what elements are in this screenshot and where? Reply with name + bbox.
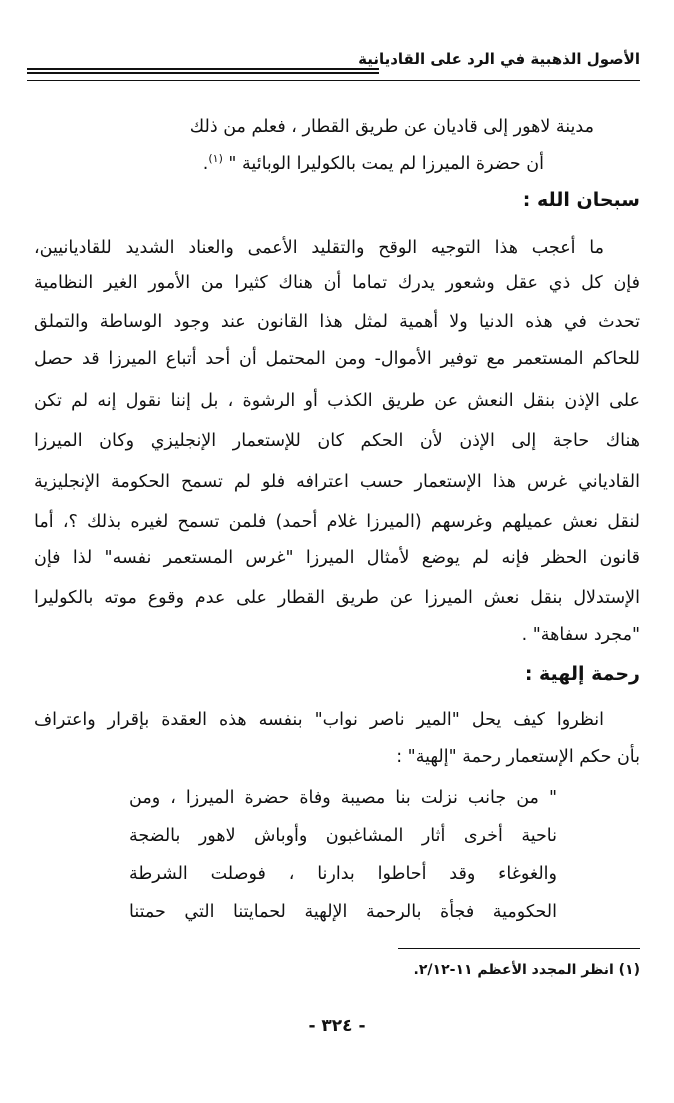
footnote-rule (398, 948, 640, 949)
paragraph-line: تحدث في هذه الدنيا ولا أهمية لمثل هذا القانون عند وجود الوساطة والتملق (34, 312, 640, 332)
paragraph-line: قانون الحظر فإنه لم يوضع لأمثال الميرزا "غرس المستعمر نفسه" لذا فإن (34, 548, 640, 568)
section-heading-rahma-ilahiya: رحمة إلهية : (524, 663, 640, 685)
quote-line (203, 146, 544, 177)
block-quote-line: الحكومية فجأة بالرحمة الإلهية لحمايتنا التي حمتنا (129, 902, 557, 922)
paragraph-line: الإستدلال بنقل نعش الميرزا عن طريق القطار على عدم وقوع موته بالكوليرا (34, 588, 640, 608)
section-heading-subhan-allah: سبحان الله : (522, 189, 640, 211)
footnote: (١) انظر المجدد الأعظم ١١-٢/١٢. (413, 962, 640, 978)
paragraph-line: ما أعجب هذا التوجيه الوقح والتقليد الأعمى والعناد الشديد للقاديانيين، (34, 238, 604, 258)
block-quote-line: والغوغاء وقد أحاطوا بدارنا ، فوصلت الشرطة (129, 864, 557, 884)
paragraph-line: فإن كل ذي عقل وشعور يدرك تماما أن هناك كثيرا من الأمور الغير النظامية (34, 273, 640, 293)
block-quote-line: " من جانب نزلت بنا مصيبة وفاة حضرة الميرزا ، ومن (129, 788, 557, 808)
quote-text: أن حضرة الميرزا لم يمت بالكوليرا الوبائية " (222, 153, 544, 174)
paragraph-line: القادياني غرس هذا الإستعمار حسب اعترافه فلو لم تسمح الحكومة الإنجليزية (34, 472, 640, 492)
paragraph-line: لنقل نعش عميلهم وغرسهم (الميرزا غلام أحمد) فلمن تسمح لغيره بذلك ؟، أما (34, 512, 640, 532)
paragraph-line: على الإذن بنقل النعش عن طريق الكذب أو الرشوة ، بل إننا نقول إنه لم تكن (34, 391, 640, 411)
paragraph-line-last: بأن حكم الإستعمار رحمة "إلهية" : (396, 747, 640, 767)
running-title: الأصول الذهبية في الرد على القاديانية (358, 50, 640, 68)
page-number: - ٣٢٤ - (308, 1016, 366, 1036)
footnote-ref: (١) (208, 152, 223, 165)
header-rule (27, 80, 640, 81)
quote-line: مدينة لاهور إلى قاديان عن طريق القطار ، فعلم من ذلك (189, 117, 594, 137)
paragraph-line: انظروا كيف يحل "المير ناصر نواب" بنفسه هذه العقدة بإقرار واعتراف (34, 710, 604, 730)
block-quote-line: ناحية أخرى أثار المشاغبون وأوباش لاهور بالضجة (129, 826, 557, 846)
header-rule-thick (27, 68, 379, 74)
paragraph-line: هناك حاجة إلى الإذن لأن الحكم كان للإستعمار الإنجليزي وكان الميرزا (34, 431, 640, 451)
paragraph-line: للحاكم المستعمر مع توفير الأموال- ومن المحتمل أن أحد أتباع الميرزا قد حصل (34, 349, 640, 369)
quote-end: . (202, 153, 209, 174)
paragraph-line-last: "مجرد سفاهة" . (521, 625, 640, 645)
